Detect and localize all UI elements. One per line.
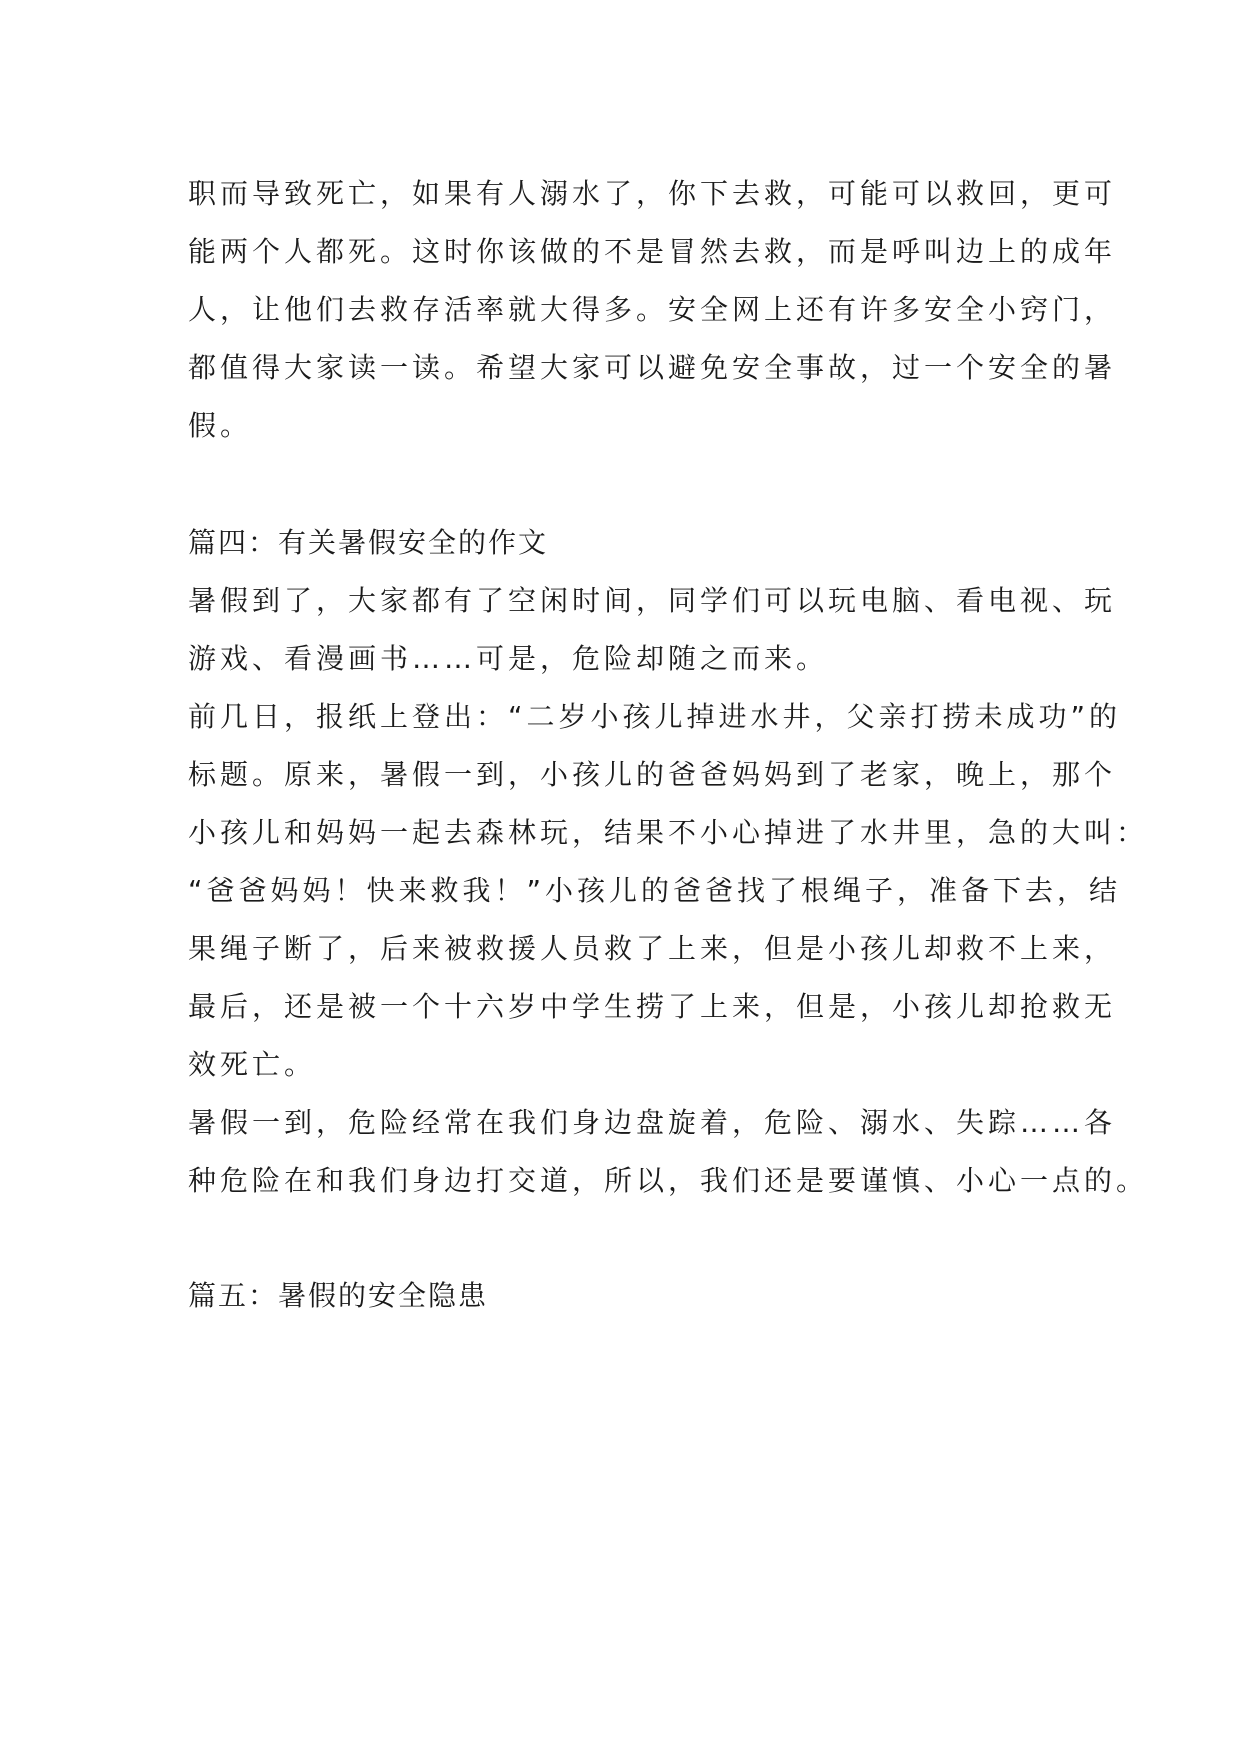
paragraph-line: 暑假到了，大家都有了空闲时间，同学们可以玩电脑、看电视、玩 — [188, 584, 1117, 617]
paragraph-line: 暑假一到，危险经常在我们身边盘旋着，危险、溺水、失踪……各 — [188, 1106, 1117, 1139]
paragraph-line: 能两个人都死。这时你该做的不是冒然去救，而是呼叫边上的成年 — [188, 235, 1117, 268]
paragraph-line: 果绳子断了，后来被救援人员救了上来，但是小孩儿却救不上来， — [188, 932, 1117, 965]
paragraph-line: “爸爸妈妈！快来救我！”小孩儿的爸爸找了根绳子，准备下去，结 — [188, 874, 1122, 907]
paragraph-line: 种危险在和我们身边打交道，所以，我们还是要谨慎、小心一点的。 — [188, 1164, 1149, 1197]
paragraph-line: 标题。原来，暑假一到，小孩儿的爸爸妈妈到了老家，晚上，那个 — [188, 758, 1117, 791]
section-five-title: 篇五：暑假的安全隐患 — [188, 1279, 489, 1312]
paragraph-line: 职而导致死亡，如果有人溺水了，你下去救，可能可以救回，更可 — [188, 177, 1117, 210]
paragraph-line: 前几日，报纸上登出：“二岁小孩儿掉进水井，父亲打捞未成功”的 — [188, 700, 1122, 733]
paragraph-line: 最后，还是被一个十六岁中学生捞了上来，但是，小孩儿却抢救无 — [188, 990, 1117, 1023]
paragraph-line: 都值得大家读一读。希望大家可以避免安全事故，过一个安全的暑 — [188, 351, 1117, 384]
paragraph-line: 效死亡。 — [188, 1048, 317, 1081]
section-four-title: 篇四：有关暑假安全的作文 — [188, 526, 549, 559]
paragraph-line: 人，让他们去救存活率就大得多。安全网上还有许多安全小窍门， — [188, 293, 1117, 326]
paragraph-line: 游戏、看漫画书……可是，危险却随之而来。 — [188, 642, 829, 675]
paragraph-line: 假。 — [188, 409, 253, 442]
paragraph-line: 小孩儿和妈妈一起去森林玩，结果不小心掉进了水井里，急的大叫： — [188, 816, 1149, 849]
